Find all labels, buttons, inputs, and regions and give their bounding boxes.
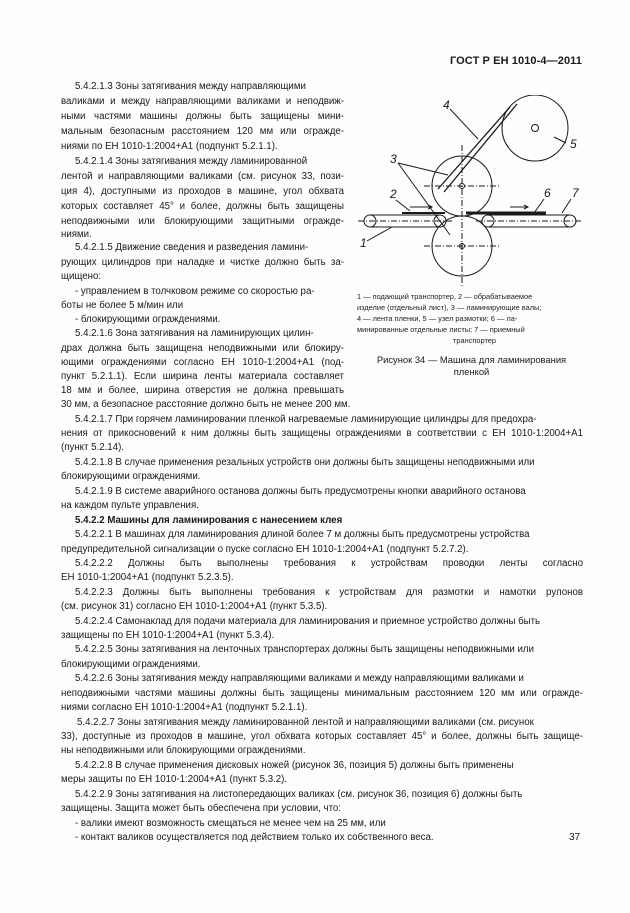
caption-line: Рисунок 34 — Машина для ламинирования bbox=[376, 354, 567, 365]
text-line: драх должна быть защищена неподвижными или блокиру- bbox=[61, 343, 344, 354]
section-heading: 5.4.2.2 Машины для ламинирования с нанесением клея bbox=[75, 515, 343, 526]
text-line: 5.4.2.1.3 Зоны затягивания между направляющими bbox=[75, 81, 306, 92]
label-4: 4 bbox=[443, 98, 450, 112]
text-line: - валики имеют возможность смещаться не менее чем на 25 мм, или bbox=[75, 818, 386, 829]
text-line: 5.4.2.1.6 Зона затягивания на ламинирующих цилин- bbox=[75, 328, 314, 339]
unwind-roll-hub bbox=[532, 125, 539, 132]
text-line: ниями согласно ЕН 1010-1:2004+А1 (подпункт 5.2.1.1). bbox=[61, 702, 308, 713]
text-line: мальным безопасным расстоянием 120 мм или огражде- bbox=[61, 126, 344, 137]
label-2: 2 bbox=[390, 187, 397, 201]
laminating-machine-diagram bbox=[350, 95, 595, 310]
text-line: 5.4.2.2.6 Зоны затягивания между направляющими валиками и между направляющими валиками и bbox=[75, 673, 524, 684]
text-line: которых составляет 45° и более, должны быть защищены bbox=[61, 201, 344, 212]
text-line: 5.4.2.1.8 В случае применения резальных устройств они должны быть защищены неподвижными или bbox=[75, 457, 535, 468]
legend-line: изделие (отдельный лист), 3 — ламинирующие валы; bbox=[357, 303, 542, 312]
text-line: 33), доступные из проходов в машине, угол обхвата которых составляет 45° и более, должны быть защище- bbox=[61, 731, 583, 742]
text-line: ными частями машины должны быть защищены мини- bbox=[61, 111, 344, 122]
text-line: 5.4.2.2.8 В случае применения дисковых ножей (рисунок 36, позиция 5) должны быть применены bbox=[75, 760, 514, 771]
text-line: рующих цилиндров при наладке и чистке должно быть за- bbox=[61, 257, 344, 268]
text-line: блокирующими ограждениями. bbox=[61, 659, 201, 670]
text-line: - контакт валиков осуществляется под действием только их собственного веса. bbox=[75, 832, 434, 843]
text-line: (пункт 5.2.14). bbox=[61, 442, 124, 453]
text-line: ция 4), доступными из проходов в машине, угол обхвата bbox=[61, 186, 344, 197]
film-tape bbox=[444, 104, 517, 192]
figure-caption bbox=[357, 354, 586, 378]
text-line: 18 мм и более, ширина отверстия не должна превышать bbox=[61, 385, 344, 396]
text-line: 5.4.2.1.4 Зоны затягивания между ламинированной bbox=[75, 156, 308, 167]
text-line: 5.4.2.2.5 Зоны затягивания на ленточных транспортерах должны быть защищены неподвижными или bbox=[75, 644, 534, 655]
text-line: 5.4.2.2.9 Зоны затягивания на листопередающих валиках (см. рисунок 36, позиция 6) должны быть bbox=[75, 789, 523, 800]
text-line: 5.4.2.1.9 В системе аварийного останова должны быть предусмотрены кнопки аварийного останова bbox=[75, 486, 526, 497]
legend-line: 4 — лента пленки, 5 — узел размотки; 6 — ла- bbox=[357, 314, 518, 323]
text-line: защищены. Защита может быть обеспечена при условии, что: bbox=[61, 803, 341, 814]
text-line: (см. рисунок 31) согласно ЕН 1010-1:2004+А1 (пункт 5.3.5). bbox=[61, 601, 328, 612]
caption-line: пленкой bbox=[453, 366, 490, 377]
text-line: 5.4.2.1.5 Движение сведения и разведения ламини- bbox=[75, 242, 309, 253]
text-line: 5.4.2.1.7 При горячем ламинировании пленкой нагреваемые ламинирующие цилиндры для предохра- bbox=[75, 414, 537, 425]
text-line: ны неподвижными или блокирующими ограждениями. bbox=[61, 745, 306, 756]
text-line: 5.4.2.2.4 Самонаклад для подачи материала для ламинирования и приемное устройство должны быть bbox=[75, 616, 541, 627]
text-line: на каждом пульте управления. bbox=[61, 500, 199, 511]
text-line: - блокирующими ограждениями. bbox=[75, 314, 221, 325]
text-line: 30 мм, а безопасное расстояние должно быть не менее 200 мм. bbox=[61, 399, 351, 410]
text-line: ЕН 1010-1:2004+А1 (подпункт 5.2.3.5). bbox=[61, 572, 234, 583]
legend-line: транспортер bbox=[453, 336, 496, 345]
text-line: 5.4.2.2.1 В машинах для ламинирования длиной более 7 м должны быть предусмотрены устройства bbox=[75, 529, 530, 540]
text-line: нения от прикосновений к ним должны быть защищены ограждениями в соответствии с ЕН 1010-1:2004+А1 bbox=[61, 428, 583, 439]
label-7: 7 bbox=[572, 186, 579, 200]
text-line: неподвижными частями машины должны быть защищены минимальным расстоянием 120 мм или огражде- bbox=[61, 688, 583, 699]
legend-line: 1 — подающий транспортер, 2 — обрабатываемое bbox=[357, 292, 533, 301]
text-line: ющими ограждениями согласно ЕН 1010-1:2004+А1 (под- bbox=[61, 357, 344, 368]
text-line: щищено: bbox=[61, 271, 102, 282]
label-1: 1 bbox=[360, 236, 367, 250]
text-line: пункт 5.2.1.1). Если ширина ленты материала составляет bbox=[61, 371, 344, 382]
figure-legend bbox=[357, 291, 586, 346]
text-line: 5.4.2.2.2 Должны быть выполнены требования к устройствам проводки ленты согласно bbox=[75, 558, 583, 569]
text-line: валиками и между направляющими валиками и неподвиж- bbox=[61, 96, 344, 107]
page-number: 37 bbox=[569, 832, 581, 843]
text-line: 5.4.2.2.7 Зоны затягивания между ламинированной лентой и направляющими валиками (см. рисунок bbox=[77, 717, 534, 728]
text-line: ниями по ЕН 1010-1:2004+А1 (подпункт 5.2.1.1). bbox=[61, 141, 278, 152]
text-line: 5.4.2.2.3 Должны быть выполнены требования к устройствам для размотки и намотки рулонов bbox=[75, 587, 583, 598]
text-line: - управлением в толчковом режиме со скоростью ра- bbox=[75, 286, 315, 297]
unwind-roll bbox=[502, 95, 568, 161]
text-line: ниями. bbox=[61, 229, 92, 240]
legend-line: минированные отдельные листы; 7 — приемный bbox=[357, 325, 525, 334]
document-header: ГОСТ Р ЕН 1010-4—2011 bbox=[449, 55, 582, 67]
text-line: лентой и направляющими валиками (см. рисунок 33, пози- bbox=[61, 171, 344, 182]
text-line: блокирующими ограждениями. bbox=[61, 471, 201, 482]
label-3: 3 bbox=[390, 152, 397, 166]
label-5: 5 bbox=[570, 137, 577, 151]
text-line: неподвижными или блокирующими защитными огражде- bbox=[61, 216, 344, 227]
label-6: 6 bbox=[544, 186, 551, 200]
text-line: защищены по ЕН 1010-1:2004+А1 (пункт 5.3.4). bbox=[61, 630, 275, 641]
text-line: предупредительной сигнализации о пуске согласно ЕН 1010-1:2004+А1 (подпункт 5.2.7.2). bbox=[61, 544, 469, 555]
text-line: боты не более 5 м/мин или bbox=[61, 300, 184, 311]
text-line: меры защиты по ЕН 1010-1:2004+А1 (пункт 5.3.2). bbox=[61, 774, 288, 785]
film-tape bbox=[438, 107, 510, 189]
